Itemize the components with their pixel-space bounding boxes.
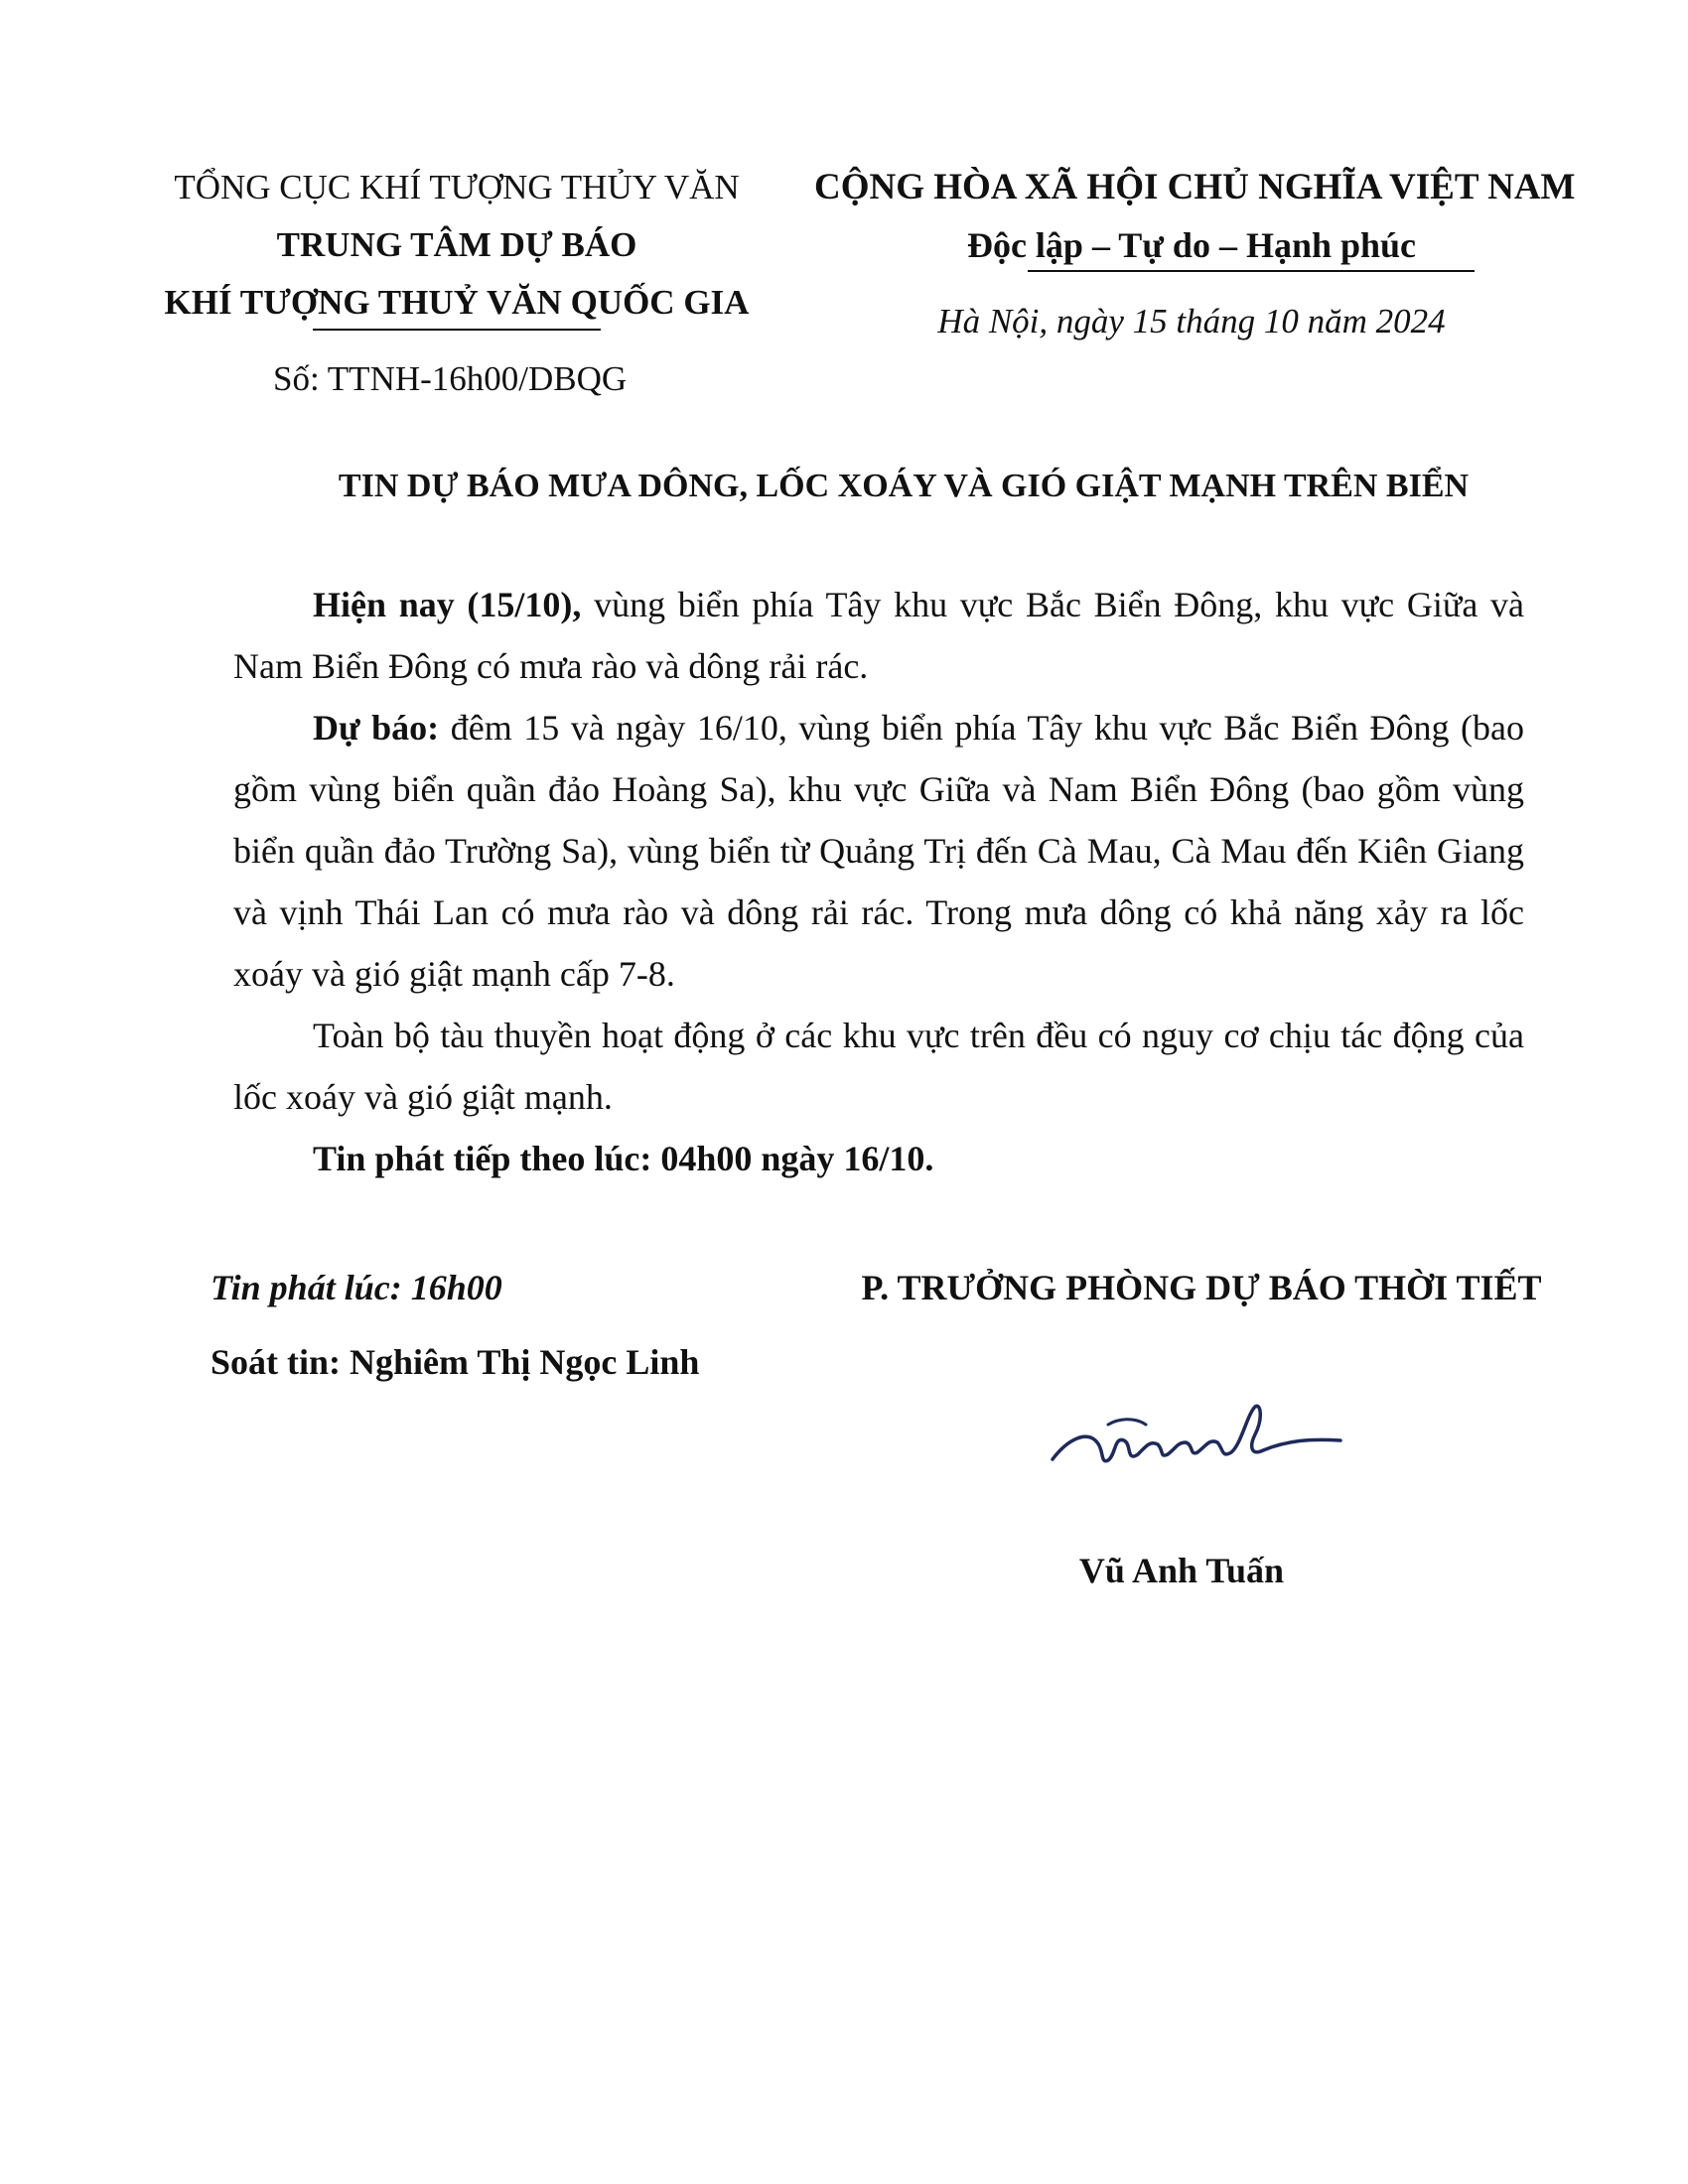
motto-divider bbox=[1028, 270, 1475, 272]
paragraph-next-bulletin bbox=[233, 1128, 1524, 1189]
forecast-text: đêm 15 và ngày 16/10, vùng biển phía Tây khu vực Bắc Biển Đông (bao gồm vùng biển quần đảo Hoàng Sa), khu vực Giữa và Nam Biển Đông (bao gồm vùng biển quần đảo Trường Sa), vùng biển từ Quảng Trị đến Cà Mau, Cà Mau đến Kiên Giang và vịnh Thái Lan có mưa rào và dông rải rác. Trong mưa dông có khả năng xảy ra lốc xoáy và gió giật mạnh cấp 7-8. bbox=[233, 708, 1524, 994]
national-header-block bbox=[814, 159, 1576, 274]
document-number: Số: TTNH-16h00/DBQG bbox=[273, 359, 628, 398]
paragraph-warning: Toàn bộ tàu thuyền hoạt động ở các khu vực trên đều có nguy cơ chịu tác động của lốc xoáy và gió giật mạnh. bbox=[233, 1016, 1524, 1117]
next-bulletin-text: Tin phát tiếp theo lúc: 04h00 ngày 16/10. bbox=[313, 1139, 934, 1178]
current-conditions-text: vùng biển phía Tây khu vực Bắc Biển Đông, khu vực Giữa và Nam Biển Đông có mưa rào và dông rải rác. bbox=[233, 585, 1525, 686]
handwritten-signature bbox=[1043, 1385, 1350, 1494]
paragraph-current-conditions bbox=[233, 574, 1524, 697]
document-date: Hà Nội, ngày 15 tháng 10 năm 2024 bbox=[937, 302, 1446, 341]
forecast-lead: Dự báo: bbox=[313, 708, 440, 748]
signer-title: P. TRƯỞNG PHÒNG DỰ BÁO THỜI TIẾT bbox=[861, 1268, 1542, 1307]
issued-time: Tin phát lúc: 16h00 bbox=[211, 1268, 502, 1307]
agency-divider bbox=[313, 329, 601, 331]
current-conditions-lead: Hiện nay (15/10), bbox=[313, 585, 582, 624]
document-body bbox=[233, 574, 1524, 1189]
reviewer-line: Soát tin: Nghiêm Thị Ngọc Linh bbox=[211, 1342, 700, 1382]
center-name-line2: KHÍ TƯỢNG THUỶ VĂN QUỐC GIA bbox=[164, 283, 750, 322]
agency-name: TỔNG CỤC KHÍ TƯỢNG THỦY VĂN bbox=[174, 168, 740, 206]
center-name-line1: TRUNG TÂM DỰ BÁO bbox=[276, 225, 637, 264]
national-motto: Độc lập – Tự do – Hạnh phúc bbox=[966, 225, 1417, 265]
country-name: CỘNG HÒA XÃ HỘI CHỦ NGHĨA VIỆT NAM bbox=[814, 167, 1576, 207]
signer-name: Vũ Anh Tuấn bbox=[1078, 1551, 1285, 1590]
paragraph-forecast bbox=[233, 697, 1524, 1005]
document-title: TIN DỰ BÁO MƯA DÔNG, LỐC XOÁY VÀ GIÓ GIẬT MẠNH TRÊN BIỂN bbox=[338, 468, 1470, 504]
issuing-agency-block bbox=[139, 159, 774, 332]
